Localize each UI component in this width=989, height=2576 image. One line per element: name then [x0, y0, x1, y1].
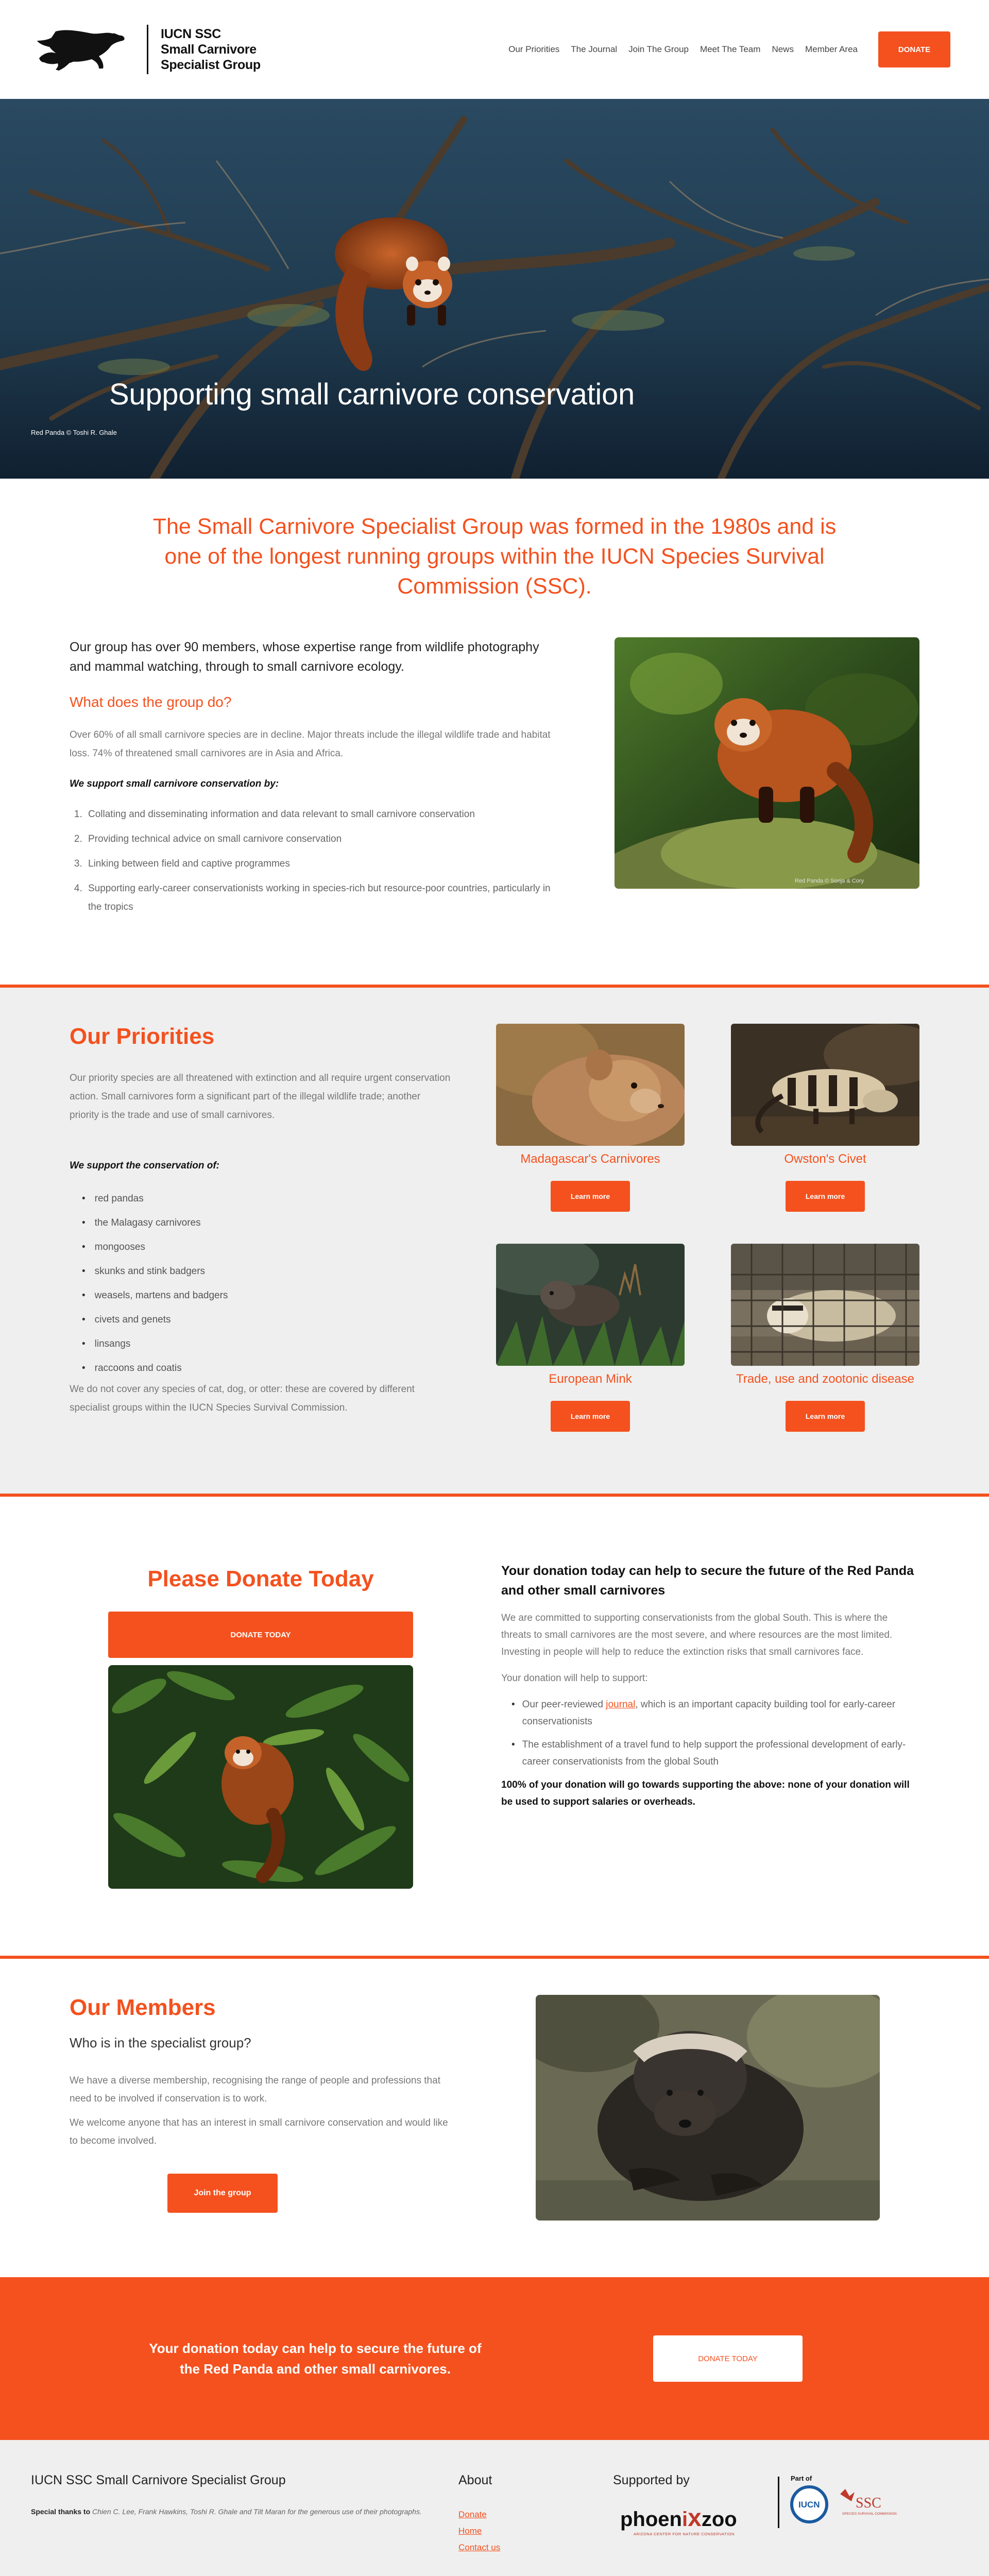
list-item — [511, 1736, 914, 1770]
site-header — [0, 0, 989, 99]
list-item-text — [522, 1696, 914, 1730]
carnivore-silhouette-icon — [35, 26, 130, 73]
learn-more-button[interactable]: Learn more — [551, 1401, 630, 1432]
priority-card — [496, 1244, 685, 1432]
donate-paragraph: Your donation will help to support: — [501, 1673, 648, 1684]
priority-cards — [496, 1024, 919, 1432]
ssc-wordmark: SSC — [856, 2495, 881, 2511]
european-mink-photo — [496, 1244, 685, 1366]
donation-cta-band — [0, 2277, 989, 2440]
iucn-wordmark: IUCN — [798, 2500, 820, 2510]
cta-donate-button[interactable]: DONATE TODAY — [653, 2335, 803, 2382]
brand-line: IUCN SSC — [161, 27, 221, 41]
list-item: • mongooses — [82, 1235, 451, 1259]
brand-name — [161, 26, 261, 73]
red-panda-leaves-photo — [108, 1665, 413, 1889]
footer-link-home[interactable]: Home — [458, 2526, 482, 2536]
donate-support-list — [501, 1696, 914, 1770]
donate-left — [108, 1566, 413, 1889]
journal-text-pre: Our peer-reviewed — [522, 1699, 606, 1710]
footer-supported-title: Supported by — [613, 2473, 690, 2487]
intro-text — [70, 637, 564, 923]
list-item: 4. Supporting early-career conservationists working in species-rich but resource-poor countries, particularly in the tropics — [85, 879, 564, 917]
hero-title: Supporting small carnivore conservation — [109, 378, 635, 411]
brand-divider — [147, 25, 148, 74]
brand-logo[interactable] — [35, 25, 261, 74]
list-item: • linsangs — [82, 1332, 451, 1356]
phoenix-part: i — [681, 2508, 688, 2531]
footer-org — [31, 2473, 458, 2576]
list-item: • red pandas — [82, 1187, 451, 1211]
footer-link-contact[interactable]: Contact us — [458, 2543, 501, 2552]
priority-card — [496, 1024, 685, 1212]
fossa-photo — [496, 1024, 685, 1146]
learn-more-button[interactable]: Learn more — [786, 1181, 865, 1212]
bullet: • — [511, 1699, 515, 1710]
bullet: • — [511, 1739, 515, 1750]
main-nav — [497, 31, 950, 67]
what-group-does-heading: What does the group do? — [70, 694, 232, 710]
donate-today-button[interactable]: DONATE TODAY — [108, 1612, 413, 1658]
nav-the-journal[interactable]: The Journal — [571, 44, 618, 54]
list-item: 1. Collating and disseminating information and data relevant to small carnivore conservation — [85, 805, 564, 824]
phoenix-tagline: ARIZONA CENTER FOR NATURE CONSERVATION — [634, 2532, 735, 2536]
brand-line: Specialist Group — [161, 58, 261, 72]
donate-section — [0, 1497, 989, 1956]
phoenix-zoo-logo[interactable] — [613, 2494, 768, 2540]
support-list — [70, 805, 564, 917]
learn-more-button[interactable]: Learn more — [786, 1401, 865, 1432]
red-panda-tree-photo — [0, 99, 989, 479]
list-item — [511, 1696, 914, 1730]
thanks-label: Special thanks to — [31, 2507, 91, 2516]
caged-badger-photo — [731, 1244, 919, 1366]
footer-about-title: About — [458, 2473, 492, 2487]
members-paragraph: We welcome anyone that has an interest in small carnivore conservation and would like to become involved. — [70, 2117, 448, 2146]
intro-lead: The Small Carnivore Specialist Group was formed in the 1980s and is one of the longest running groups within the IUCN Species Survival Commission (SSC). — [152, 514, 837, 599]
donate-title: Please Donate Today — [147, 1566, 374, 1591]
list-item: • weasels, martens and badgers — [82, 1283, 451, 1308]
part-of-label: Part of — [791, 2475, 812, 2482]
red-panda-moss-photo — [615, 637, 919, 889]
card-title: Madagascar's Carnivores — [520, 1152, 660, 1166]
members-paragraph: We have a diverse membership, recognising the range of people and professions that need to be involved if conservation is to work. — [70, 2075, 440, 2104]
decline-text: Over 60% of all small carnivore species are in decline. Major threats include the illegal wildlife trade and habitat loss. 74% of threatened small carnivores are in Asia and Africa. — [70, 730, 551, 759]
members-text — [70, 1995, 451, 2221]
card-title: European Mink — [549, 1372, 632, 1386]
priority-card — [731, 1024, 919, 1212]
species-list — [70, 1187, 451, 1380]
conservation-heading: We support the conservation of: — [70, 1160, 220, 1171]
members-section — [0, 1959, 989, 2277]
list-item: • the Malagasy carnivores — [82, 1211, 451, 1235]
footer-link-donate[interactable]: Donate — [458, 2510, 487, 2519]
brand-line: Small Carnivore — [161, 42, 257, 57]
intro-grid — [0, 601, 989, 923]
nav-join-the-group[interactable]: Join The Group — [628, 44, 689, 54]
phoenix-zoo-wordmark — [620, 2504, 737, 2532]
phoenix-part: phoen — [620, 2508, 682, 2531]
hero-banner — [0, 99, 989, 479]
list-item: 2. Providing technical advice on small carnivore conservation — [85, 830, 564, 849]
card-title: Owston's Civet — [784, 1152, 866, 1166]
footer-about — [458, 2473, 613, 2576]
journal-link[interactable]: journal — [606, 1699, 636, 1710]
donation-pledge: 100% of your donation will go towards supporting the above: none of your donation will be used to support salaries or overheads. — [501, 1780, 910, 1807]
ssc-tagline: SPECIES SURVIVAL COMMISSION — [842, 2512, 897, 2516]
list-item: • raccoons and coatis — [82, 1356, 451, 1380]
owstons-civet-photo — [731, 1024, 919, 1146]
donate-right — [501, 1561, 914, 1889]
intro-section — [0, 479, 989, 923]
list-item: • skunks and stink badgers — [82, 1259, 451, 1283]
coverage-note: We do not cover any species of cat, dog, or otter: these are covered by different specialist groups within the IUCN Species Survival Commission. — [70, 1384, 415, 1413]
nav-member-area[interactable]: Member Area — [805, 44, 858, 54]
join-group-button[interactable]: Join the group — [167, 2174, 278, 2213]
footer-supported — [613, 2473, 912, 2576]
priorities-text — [70, 1024, 451, 1432]
list-item-text: The establishment of a travel fund to help support the professional development of early-career conservationists from the global South — [522, 1739, 906, 1767]
priorities-title: Our Priorities — [70, 1024, 215, 1049]
priority-card — [731, 1244, 919, 1432]
intro-photo-credit: Red Panda © Sonja & Cory — [795, 878, 864, 884]
donate-paragraph: We are committed to supporting conservationists from the global South. This is where the threats to small carnivores are the most severe, and where resources are the most limited. Investing in people will help to reduce the extinction risks that small carnivores face. — [501, 1613, 893, 1657]
honey-badger-photo — [536, 1995, 880, 2221]
iucn-ssc-logo[interactable] — [789, 2473, 912, 2525]
nav-our-priorities[interactable]: Our Priorities — [508, 44, 560, 54]
nav-meet-the-team[interactable]: Meet The Team — [700, 44, 761, 54]
list-item: • civets and genets — [82, 1308, 451, 1332]
learn-more-button[interactable]: Learn more — [551, 1181, 630, 1212]
journal-text-post: , which is an important capacity building tool for early-career conservationists — [522, 1699, 896, 1727]
hero-photo-credit: Red Panda © Toshi R. Ghale — [31, 429, 117, 436]
cta-text: Your donation today can help to secure the future of the Red Panda and other small carnivores. — [149, 2341, 482, 2377]
phoenix-part: zoo — [701, 2508, 737, 2531]
site-footer — [0, 2440, 989, 2576]
nav-news[interactable]: News — [772, 44, 794, 54]
phoenix-part: x — [688, 2504, 702, 2532]
priorities-intro: Our priority species are all threatened with extinction and all require urgent conservation action. Small carnivores form a significant part of the illegal wildlife trade; another priority is the trade and use of small carnivores. — [70, 1073, 451, 1121]
donate-heading: Your donation today can help to secure the future of the Red Panda and other small carnivores — [501, 1564, 914, 1598]
members-subtitle: Who is in the specialist group? — [70, 2035, 251, 2050]
members-title: Our Members — [70, 1995, 216, 2020]
members-count-text: Our group has over 90 members, whose expertise range from wildlife photography and mammal watching, through to small carnivore ecology. — [70, 640, 539, 674]
logo-divider — [778, 2477, 779, 2528]
support-heading: We support small carnivore conservation by: — [70, 778, 279, 789]
card-title: Trade, use and zootonic disease — [736, 1372, 914, 1386]
list-item: 3. Linking between field and captive programmes — [85, 855, 564, 873]
priorities-section — [0, 988, 989, 1494]
thanks-text: Chien C. Lee, Frank Hawkins, Toshi R. Ghale and Tilt Maran for the generous use of their photographs. — [90, 2507, 422, 2516]
footer-thanks — [31, 2505, 422, 2518]
header-donate-button[interactable]: DONATE — [878, 31, 950, 67]
footer-org-name: IUCN SSC Small Carnivore Specialist Group — [31, 2473, 286, 2487]
